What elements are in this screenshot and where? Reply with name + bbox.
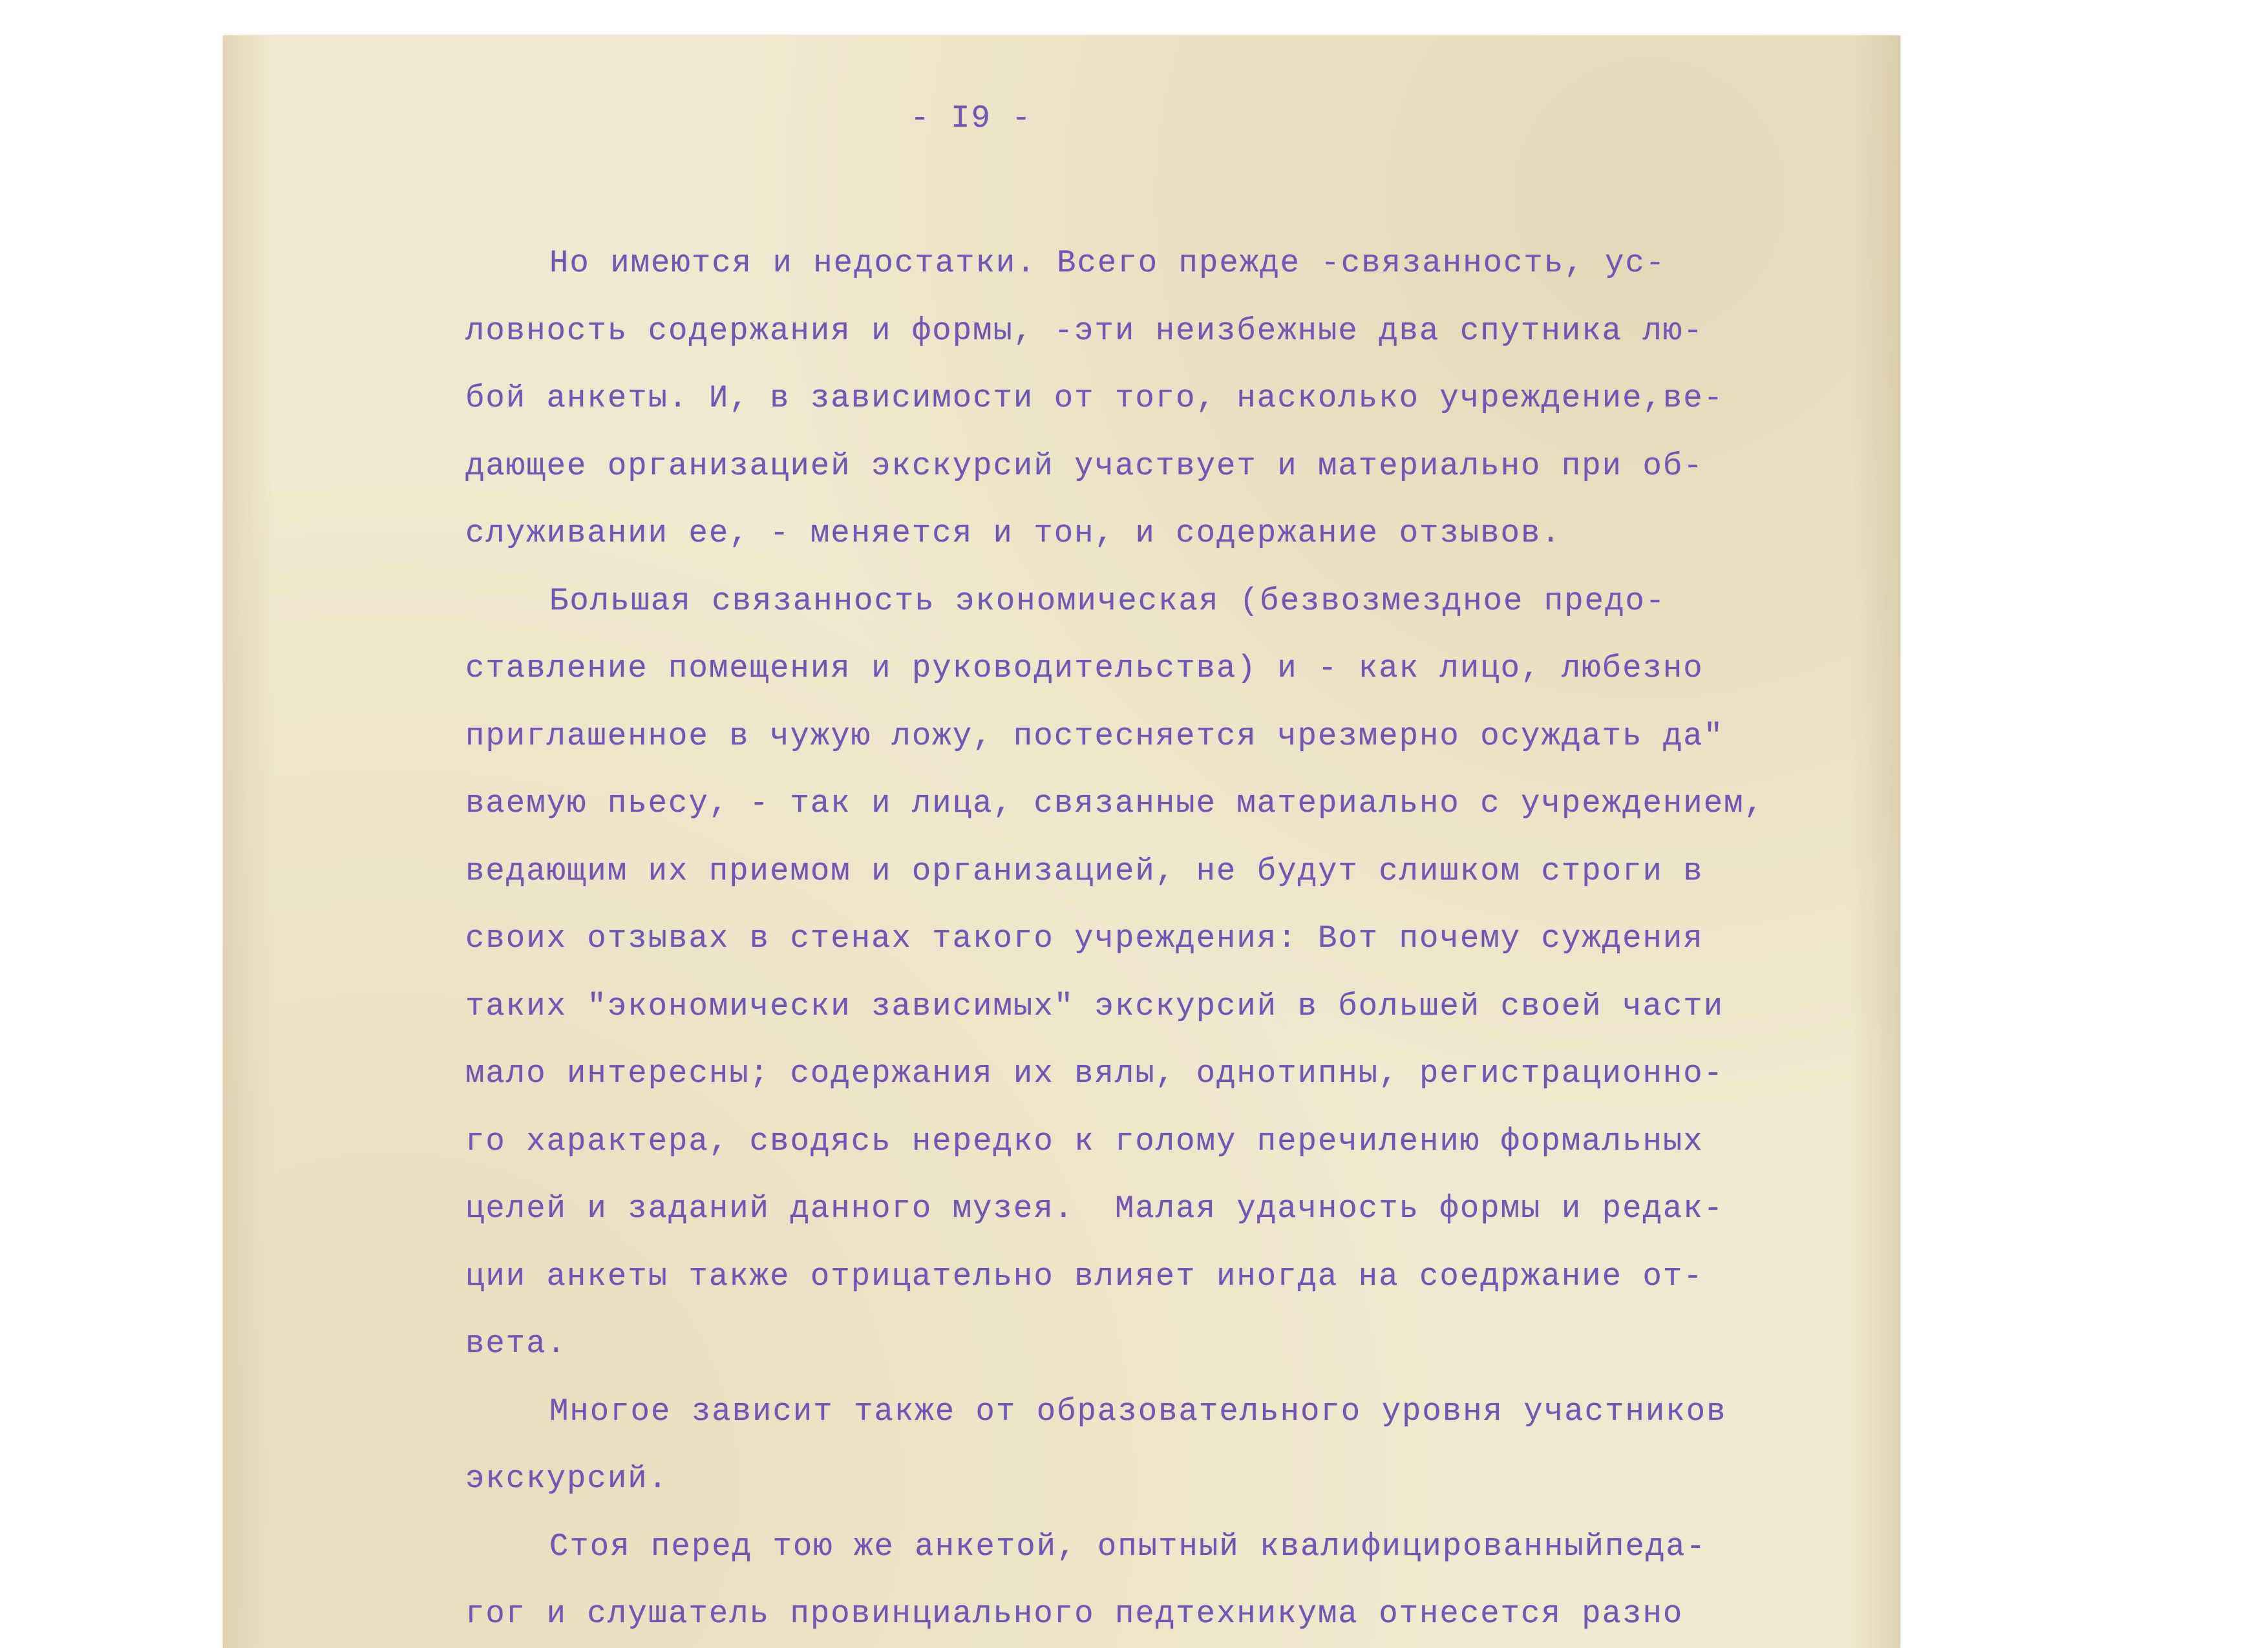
text-line: ловность содержания и формы, -эти неизбежные два спутника лю- bbox=[465, 312, 1704, 349]
text-line: мало интересны; содержания их вялы, однотипны, регистрационно- bbox=[465, 1055, 1724, 1092]
text-line: ставление помещения и руководительства) и - как лицо, любезно bbox=[465, 650, 1704, 686]
text-line: ции анкеты также отрицательно влияет иногда на соедржание от- bbox=[465, 1258, 1704, 1294]
text-line: вета. bbox=[465, 1326, 567, 1362]
text-line: своих отзывах в стенах такого учреждения: Вот почему суждения bbox=[465, 920, 1704, 956]
text-line: Но имеются и недостатки. Всего прежде -связанность, ус- bbox=[549, 245, 1666, 281]
text-line: Стоя перед тою же анкетой, опытный квалифицированныйпеда- bbox=[549, 1528, 1707, 1565]
text-line: приглашенное в чужую ложу, постесняется чрезмерно осуждать да" bbox=[465, 717, 1724, 754]
text-line: ваемую пьесу, - так и лица, связанные материально с учреждением, bbox=[465, 785, 1765, 821]
text-line: го характера, сводясь нередко к голому перечилению формальных bbox=[465, 1123, 1704, 1159]
text-line: Многое зависит также от образовательного уровня участников bbox=[549, 1393, 1727, 1430]
text-line: Большая связанность экономическая (безвозмездное предо- bbox=[549, 582, 1666, 619]
text-line: служивании ее, - меняется и тон, и содержание отзывов. bbox=[465, 515, 1562, 551]
document-sheet bbox=[223, 36, 1900, 1648]
text-line: дающее организацией экскурсий участвует и материально при об- bbox=[465, 447, 1704, 484]
text-line: таких "экономически зависимых" экскурсий в большей своей части bbox=[465, 988, 1724, 1024]
text-line: гог и слушатель провинциального педтехникума отнесется разно bbox=[465, 1596, 1684, 1632]
text-line: ведающим их приемом и организацией, не будут слишком строги в bbox=[465, 852, 1704, 889]
page-number: - I9 - bbox=[910, 100, 1032, 136]
body-text bbox=[465, 229, 1874, 1648]
text-line: бой анкеты. И, в зависимости от того, насколько учреждение,ве- bbox=[465, 380, 1724, 416]
text-line: экскурсий. bbox=[465, 1461, 669, 1497]
text-line: целей и заданий данного музея. Малая удачность формы и редак- bbox=[465, 1190, 1724, 1227]
